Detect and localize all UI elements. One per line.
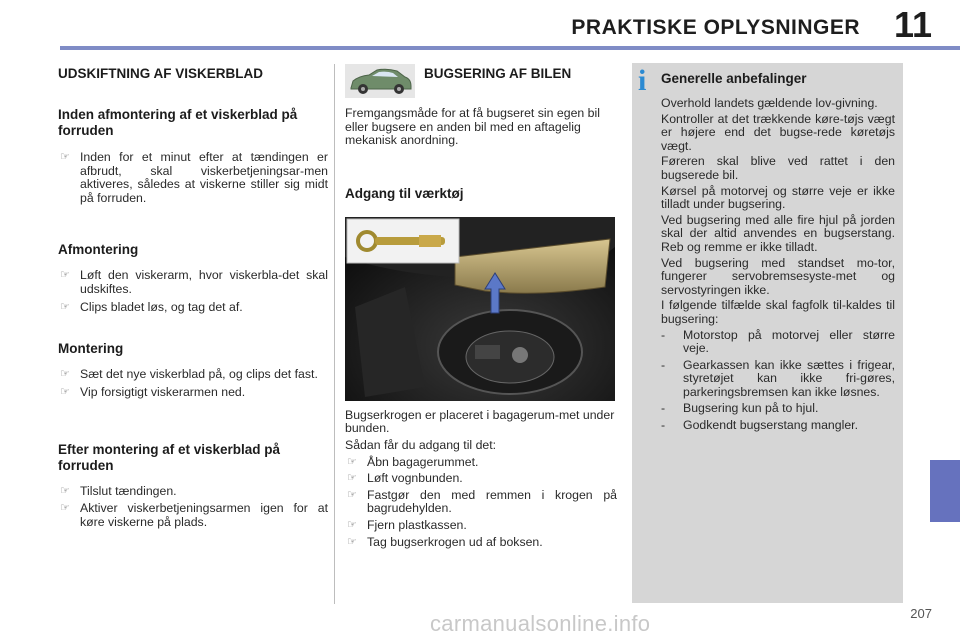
pointing-hand-icon: ☞ [347, 488, 357, 501]
paragraph: Føreren skal blive ved rattet i den bugserede bil. [661, 154, 895, 182]
pointing-hand-icon: ☞ [60, 501, 70, 514]
pointing-hand-icon: ☞ [60, 151, 70, 163]
section-title: Afmontering [58, 242, 139, 258]
list-item: ☞ Sæt det nye viskerblad på, og clips det fast. [60, 367, 318, 382]
paragraph: I følgende tilfælde skal fagfolk til-kaldes til bugsering: [661, 298, 895, 326]
wiper-blade-column [58, 63, 328, 529]
list-item: - Bugsering kun på to hjul. [661, 401, 819, 416]
list-item: ☞ Tag bugserkrogen ud af boksen. [347, 534, 543, 549]
list-item: ☞ Fastgør den med remmen i krogen på bagrudehylden. [347, 487, 617, 516]
pointing-hand-icon: ☞ [347, 518, 357, 531]
list-item: ☞ Løft vognbunden. [347, 471, 463, 486]
list-item: - Godkendt bugserstang mangler. [661, 418, 859, 433]
watermark-text: carmanualsonline.info [430, 611, 651, 636]
list-item: ☞ Åbn bagagerummet. [347, 454, 479, 469]
list-item: ☞ Inden for et minut efter at tændingen er afbrudt, skal viskerbetjeningsar-men aktiveres, således at viskerne stiller sig midt på forruden. [60, 150, 328, 205]
pointing-hand-icon: ☞ [60, 300, 70, 313]
pointing-hand-icon: ☞ [347, 535, 357, 548]
list-item: ☞ Løft den viskerarm, hvor viskerbla-det skal udskiftes. [60, 268, 328, 296]
recommendations-title: Generelle anbefalinger [661, 71, 807, 86]
luggage-compartment-photo [345, 217, 615, 401]
pointing-hand-icon: ☞ [60, 485, 70, 498]
paragraph: Ved bugsering med alle fire hjul på jorden skal der altid anvendes en bugserstang. Reb og remme er ikke tilladt. [661, 212, 895, 254]
list-item: - Motorstop på motorvej eller større veje. [661, 327, 895, 356]
wiper-heading: UDSKIFTNING AF VISKERBLAD [58, 66, 263, 81]
paragraph: Ved bugsering med standset mo-tor, fungerer servobremsesyste-met og servostyringen ikke. [661, 255, 895, 297]
info-icon: i [638, 64, 647, 97]
towing-heading: BUGSERING AF BILEN [424, 66, 572, 81]
towing-column [345, 63, 617, 549]
pointing-hand-icon: ☞ [347, 455, 357, 468]
list-item: ☞ Clips bladet løs, og tag det af. [60, 299, 243, 314]
page-number: 207 [910, 606, 932, 621]
list-item: ☞ Fjern plastkassen. [347, 517, 467, 532]
header-rule [60, 46, 960, 50]
pointing-hand-icon: ☞ [60, 269, 70, 282]
chapter-number: 11 [893, 4, 932, 45]
chapter-side-tab [930, 460, 960, 522]
paragraph: Overhold landets gældende lov-givning. [661, 96, 878, 110]
towing-intro: Fremgangsmåde for at få bugseret sin egen bil eller bugsere en anden bil med en aftagelig mekanisk anordning. [345, 106, 600, 148]
paragraph: Kørsel på motorvej og større veje er ikke tilladt under bugsering. [661, 183, 895, 212]
section-title: Inden afmontering af et viskerblad på forruden [58, 107, 298, 138]
tow-hook-location: Bugserkrogen er placeret i bagagerum-met under bunden. [345, 407, 615, 436]
pointing-hand-icon: ☞ [60, 368, 70, 381]
list-item: - Gearkassen kan ikke sættes i frigear, styretøjet kan ikke fri-gøres, parkeringsbremsen kan ikke løsnes. [661, 357, 895, 399]
section-title: Montering [58, 341, 124, 357]
list-item: ☞ Tilslut tændingen. [60, 484, 177, 499]
access-intro: Sådan får du adgang til det: [345, 437, 497, 452]
paragraph: Kontroller at det trækkende køre-tøjs vægt er højere end det bugse-rede køretøjs vægt. [661, 111, 895, 153]
section-title: Efter montering af et viskerblad på forruden [58, 442, 281, 474]
recommendations-body [661, 97, 895, 436]
pointing-hand-icon: ☞ [60, 385, 70, 398]
tool-access-title: Adgang til værktøj [345, 185, 464, 201]
page-header-title: PRAKTISKE OPLYSNINGER [571, 16, 860, 39]
list-item: ☞ Aktiver viskerbetjeningsarmen igen for at køre viskerne på plads. [60, 500, 328, 529]
pointing-hand-icon: ☞ [347, 472, 357, 485]
column-divider [334, 64, 335, 604]
list-item: ☞ Vip forsigtigt viskerarmen ned. [60, 384, 246, 399]
